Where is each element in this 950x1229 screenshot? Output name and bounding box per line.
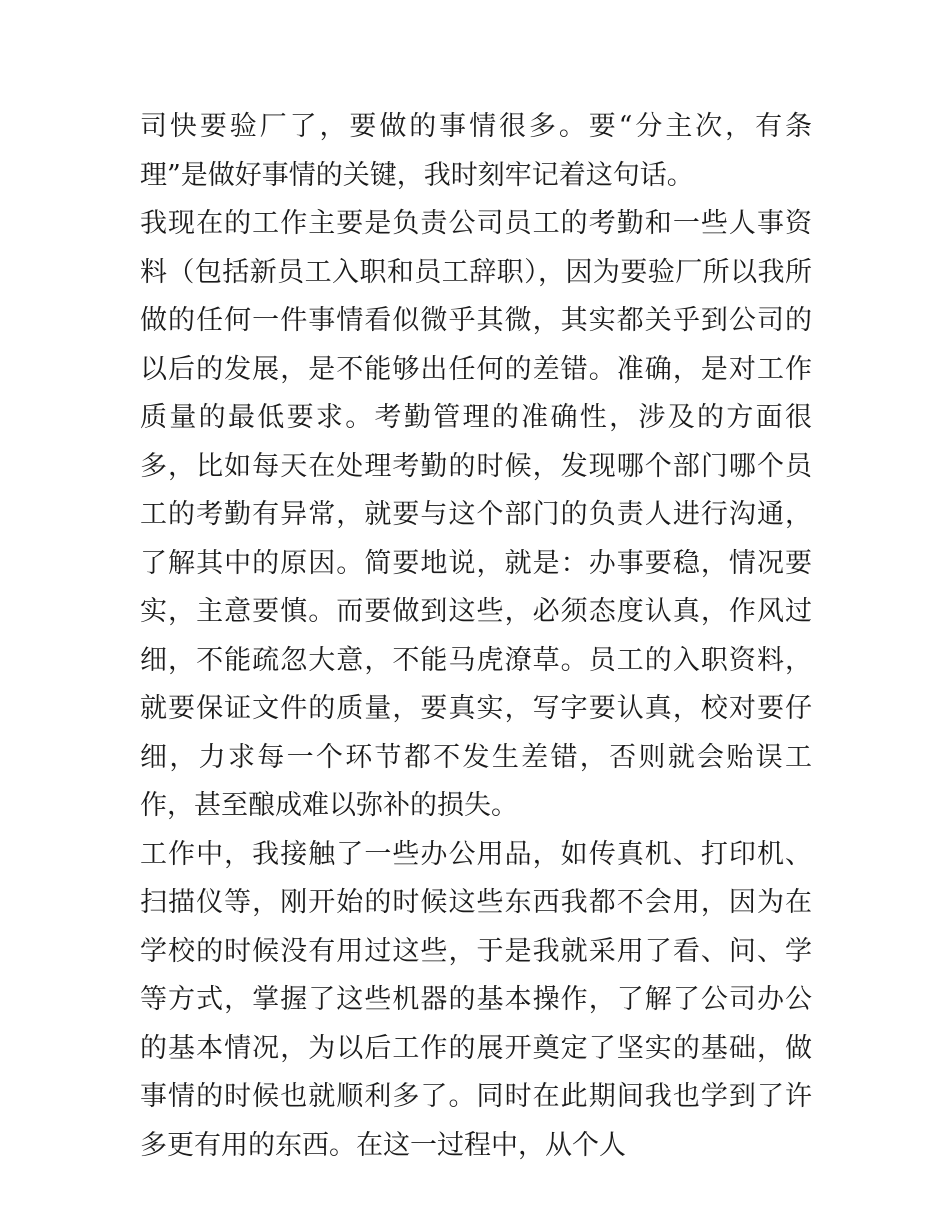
document-body: [140, 103, 812, 1170]
paragraph-3: 工作中，我接触了一些办公用品，如传真机、打印机、扫描仪等，刚开始的时候这些东西我都不会用，因为在学校的时候没有用过这些，于是我就采用了看、问、学等方式，掌握了这些机器的基本操作，了解了公司办公的基本情况，为以后工作的展开奠定了坚实的基础，做事情的时候也就顺利多了。同时在此期间我也学到了许多更有用的东西。在这一过程中，从个人: [140, 838, 812, 1161]
paragraph-2: 我现在的工作主要是负责公司员工的考勤和一些人事资料（包括新员工入职和员工辞职），因为要验厂所以我所做的任何一件事情看似微乎其微，其实都关乎到公司的以后的发展，是不能够出任何的差错。准确，是对工作质量的最低要求。考勤管理的准确性，涉及的方面很多，比如每天在处理考勤的时候，发现哪个部门哪个员工的考勤有异常，就要与这个部门的负责人进行沟通，了解其中的原因。简要地说，就是：办事要稳，情况要实，主意要慎。而要做到这些，必须态度认真，作风过细，不能疏忽大意，不能马虎潦草。员工的入职资料，就要保证文件的质量，要真实，写字要认真，校对要仔细，力求每一个环节都不发生差错，否则就会贻误工作，甚至酿成难以弥补的损失。: [140, 208, 812, 821]
paragraph-1: 司快要验厂了，要做的事情很多。要“分主次，有条理”是做好事情的关键，我时刻牢记着这句话。: [140, 111, 812, 191]
